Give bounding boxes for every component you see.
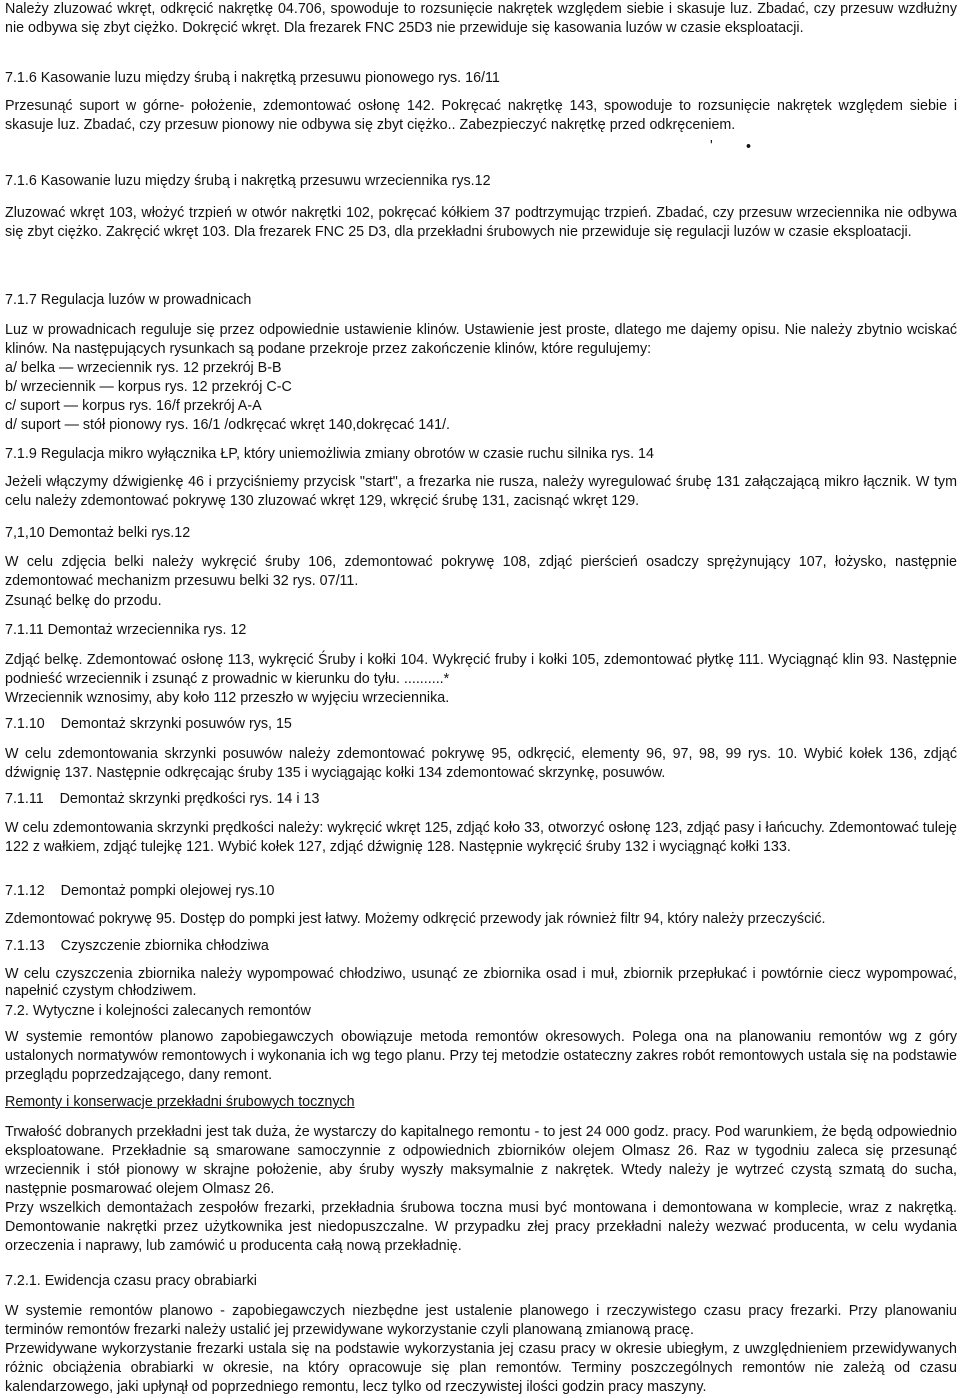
section-heading: 7.1.11 Demontaż wrzeciennika rys. 12 (5, 622, 247, 638)
section-heading: 7.1.10 Demontaż skrzynki posuwów rys, 15 (5, 716, 292, 732)
paragraph: W systemie remontów planowo - zapobiegawczych niezbędne jest ustalenie planowego i rzeczywistego czasu pracy frezarki. Przy planowaniu terminów remontów frezarki należy ustalić jej przewidywane wykorzystanie czyli planowaną zmianową pracę. (5, 1303, 957, 1338)
paragraph: Przy wszelkich demontażach zespołów frezarki, przekładnia śrubowa toczna musi być montowana i demontowana w komplecie, wraz z nakrętką. Demontowanie nakrętki przez użytkownika jest niedopuszczalne. W przypadku złej pracy przekładni należy wezwać producenta, w celu wydania orzeczenia i naprawy, lub zamówić u producenta całą nową przekładnię. (5, 1200, 957, 1254)
section-heading: 7.1.9 Regulacja mikro wyłącznika ŁP, który uniemożliwia zmiany obrotów w czasie ruchu silnika rys. 14 (5, 446, 654, 462)
list-item: c/ suport — korpus rys. 16/f przekrój A-A (5, 398, 262, 414)
paragraph: W celu zdemontowania skrzynki prędkości należy: wykręcić wkręt 125, zdjąć koło 33, otworzyć osłonę 123, zdjąć pasy i łańcuchy. Zdemontować tuleję 122 z wałkiem, zdjąć tulejkę 121. Wybić kołek 127, zdjąć dźwignię 128. Następnie wykręcić śruby 132 i wyciągnąć kołki 133. (5, 820, 957, 855)
paragraph: Przewidywane wykorzystanie frezarki ustala się na podstawie wykorzystania jej czasu pracy w okresie ubiegłym, z uwzględnieniem przewidywanych różnic obciążenia obrabiarki w okresie, na który opracowuje się plan remontów. Terminy poszczególnych remontów nie zależą od czasu kalendarzowego, jaki upłynął od poprzedniego remontu, lecz tylko od rzeczywistej ilości godzin pracy maszyny. (5, 1341, 957, 1395)
paragraph: Zluzować wkręt 103, włożyć trzpień w otwór nakrętki 102, pokręcać kółkiem 37 podtrzymując trzpień. Zbadać, czy przesuw wrzeciennika nie odbywa się zbyt ciężko. Zakręcić wkręt 103. Dla frezarek FNC 25 D3, dla przekładni śrubowych nie przewiduje się regulacji luzów w czasie eksploatacji. (5, 205, 957, 240)
list-item: a/ belka — wrzeciennik rys. 12 przekrój B-B (5, 360, 282, 376)
paragraph: Przesunąć suport w górne- położenie, zdemontować osłonę 142. Pokręcać nakrętkę 143, spowoduje to rozsunięcie nakrętek względem siebie i skasuje luz. Zbadać, czy przesuw pionowy nie odbywa się zbyt ciężko.. Zabezpieczyć nakrętkę przed odkręceniem. (5, 98, 957, 133)
paragraph: Jeżeli włączymy dźwigienkę 46 i przyciśniemy przycisk "start", a frezarka nie rusza, należy wyregulować śrubę 131 załączającą mikro łącznik. W tym celu należy zdemontować pokrywę 130 zluzować wkręt 129, wkręcić śrubę 131, zacisnąć wkręt 129. (5, 474, 957, 509)
paragraph: Zsunąć belkę do przodu. (5, 593, 162, 609)
section-heading: 7.1.12 Demontaż pompki olejowej rys.10 (5, 883, 275, 899)
section-heading: 7.1.7 Regulacja luzów w prowadnicach (5, 292, 252, 308)
paragraph: Luz w prowadnicach reguluje się przez odpowiednie ustawienie klinów. Ustawienie jest proste, dlatego me dajemy opisu. Nie należy zbytnio wciskać klinów. Na następujących rysunkach są podane przekroje przez zakończenie klinów, które regulujemy: (5, 322, 957, 357)
list-item: b/ wrzeciennik — korpus rys. 12 przekrój C-C (5, 379, 292, 395)
paragraph: Zdemontować pokrywę 95. Dostęp do pompki jest łatwy. Możemy odkręcić przewody jak również filtr 94, który należy przeczyścić. (5, 911, 826, 927)
paragraph: Wrzeciennik wznosimy, aby koło 112 przeszło w wyjęciu wrzeciennika. (5, 690, 450, 706)
section-heading: 7.1.6 Kasowanie luzu między śrubą i nakrętką przesuwu wrzeciennika rys.12 (5, 173, 491, 189)
paragraph: W celu czyszczenia zbiornika należy wypompować chłodziwo, usunąć ze zbiornika osad i muł, zbiornik przepłukać i powtórnie ciecz wypompować, napełnić czystym chłodziwem. (5, 966, 957, 999)
section-heading: 7.1.13 Czyszczenie zbiornika chłodziwa (5, 938, 269, 954)
stray-dot-mark: • (746, 139, 752, 155)
section-heading: 7.1.6 Kasowanie luzu między śrubą i nakrętką przesuwu pionowego rys. 16/11 (5, 70, 500, 86)
underlined-heading: Remonty i konserwacje przekładni śrubowych tocznych (5, 1094, 355, 1110)
paragraph: W celu zdemontowania skrzynki posuwów należy zdemontować pokrywę 95, odkręcić, elementy 96, 97, 98, 99 rys. 10. Wybić kołek 136, zdjąć dźwignię 137. Następnie odkręcając śruby 135 i wyciągając kołki 134 zdemontować skrzynkę, posuwów. (5, 746, 957, 781)
section-heading: 7.1.11 Demontaż skrzynki prędkości rys. 14 i 13 (5, 791, 320, 807)
paragraph: Należy zluzować wkręt, odkręcić nakrętkę 04.706, spowoduje to rozsunięcie nakrętek względem siebie i skasuje luz. Zbadać, czy przesuw wzdłużny nie odbywa się zbyt ciężko. Dokręcić wkręt. Dla frezarek FNC 25D3 nie przewiduje się kasowania luzów w czasie eksploatacji. (5, 1, 957, 36)
section-heading: 7.2.1. Ewidencja czasu pracy obrabiarki (5, 1273, 257, 1289)
paragraph: W systemie remontów planowo zapobiegawczych obowiązuje metoda remontów okresowych. Polega ona na planowaniu remontów wg z góry ustalonych normatywów remontowych i wykonania ich wg tego planu. Przy tej metodzie ostateczny zakres robót remontowych ustala się na podstawie przeglądu poprzedzającego, dany remont. (5, 1029, 957, 1083)
paragraph: Trwałość dobranych przekładni jest tak duża, że wystarczy do kapitalnego remontu - to jest 24 000 godz. pracy. Pod warunkiem, że będą odpowiednio eksploatowane. Przekładnie są smarowane samoczynnie z odpowiednich zbiorników olejem Olmasz 26. Raz w tygodniu zaleca się przesunąć wrzeciennik i stół pionowy w skrajne położenie, aby śruby wyszły maksymalnie z nakrętek. Wtedy należy je wytrzeć czystą szmatą do sucha, następnie posmarować olejem Olmasz 26. (5, 1124, 957, 1197)
paragraph: Zdjąć belkę. Zdemontować osłonę 113, wykręcić Śruby i kołki 104. Wykręcić fruby i kołki 105, zdemontować płytkę 111. Wyciągnąć klin 93. Następnie podnieść wrzeciennik i zsunąć z prowadnic w kierunku do tyłu. ..........* (5, 652, 957, 687)
section-heading: 7,1,10 Demontaż belki rys.12 (5, 525, 191, 541)
stray-tick-mark: ' (710, 138, 713, 154)
paragraph: W celu zdjęcia belki należy wykręcić śruby 106, zdemontować pokrywę 108, zdjąć pierścień osadczy sprężynujący 107, łożysko, następnie zdemontować mechanizm przesuwu belki 32 rys. 07/11. (5, 554, 957, 589)
section-heading: 7.2. Wytyczne i kolejności zalecanych remontów (5, 1003, 311, 1019)
list-item: d/ suport — stół pionowy rys. 16/1 /odkręcać wkręt 140,dokręcać 141/. (5, 417, 451, 433)
